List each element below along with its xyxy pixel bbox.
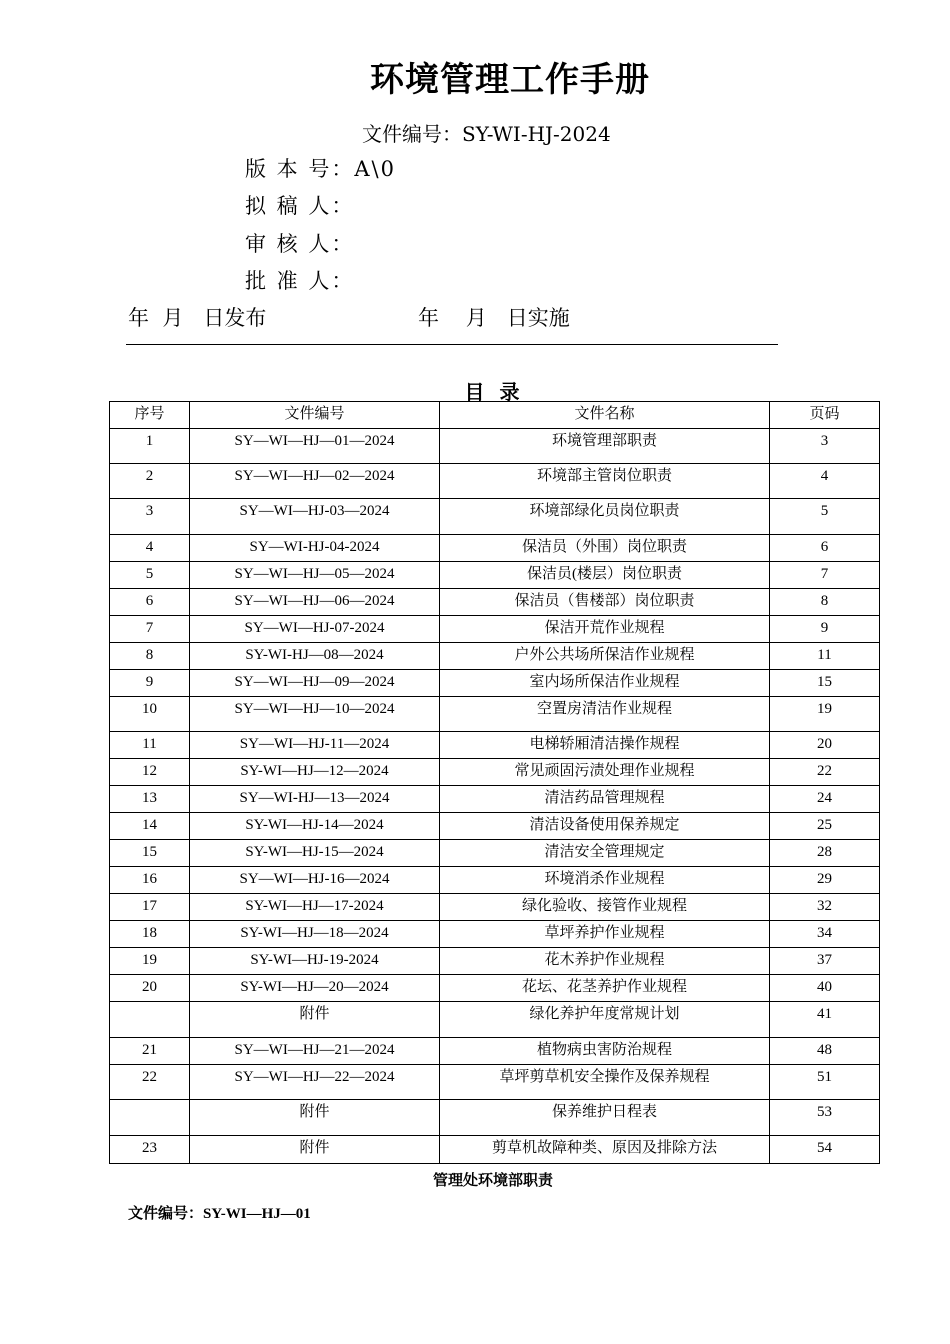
effective-date: 年 月 日实施 <box>418 306 570 330</box>
toc-cell-code: SY-WI—HJ—17-2024 <box>190 894 440 921</box>
toc-cell-page: 40 <box>770 975 880 1002</box>
toc-cell-name: 环境部主管岗位职责 <box>440 464 770 499</box>
toc-cell-code: SY—WI—HJ—06—2024 <box>190 589 440 616</box>
toc-row <box>110 562 880 589</box>
toc-cell-code: SY—WI-HJ—13—2024 <box>190 786 440 813</box>
toc-cell-code: SY—WI—HJ-03—2024 <box>190 499 440 535</box>
toc-row <box>110 429 880 464</box>
toc-cell-no: 10 <box>110 697 190 732</box>
toc-cell-name: 常见顽固污渍处理作业规程 <box>440 759 770 786</box>
toc-cell-name: 草坪剪草机安全操作及保养规程 <box>440 1065 770 1100</box>
toc-row <box>110 589 880 616</box>
toc-cell-no: 13 <box>110 786 190 813</box>
toc-cell-code: SY—WI—HJ—21—2024 <box>190 1038 440 1065</box>
toc-cell-page: 9 <box>770 616 880 643</box>
toc-cell-code: SY—WI—HJ—05—2024 <box>190 562 440 589</box>
col-header-name: 文件名称 <box>440 402 770 429</box>
toc-row <box>110 921 880 948</box>
toc-cell-code: SY—WI-HJ-04-2024 <box>190 535 440 562</box>
toc-row <box>110 464 880 499</box>
toc-row <box>110 786 880 813</box>
document-title: 环境管理工作手册 <box>370 60 650 100</box>
toc-row <box>110 1002 880 1038</box>
document-number: 文件编号：SY-WI-HJ-2024 <box>362 122 611 146</box>
toc-cell-code: 附件 <box>190 1136 440 1164</box>
toc-row <box>110 697 880 732</box>
toc-row <box>110 894 880 921</box>
toc-row <box>110 1136 880 1164</box>
toc-cell-page: 34 <box>770 921 880 948</box>
toc-cell-name: 花木养护作业规程 <box>440 948 770 975</box>
toc-cell-page: 48 <box>770 1038 880 1065</box>
toc-cell-no: 17 <box>110 894 190 921</box>
toc-cell-page: 15 <box>770 670 880 697</box>
toc-cell-name: 保养维护日程表 <box>440 1100 770 1136</box>
toc-cell-no: 12 <box>110 759 190 786</box>
section-title: 管理处环境部职责 <box>432 1173 553 1189</box>
toc-cell-name: 保洁员(楼层）岗位职责 <box>440 562 770 589</box>
toc-cell-no: 16 <box>110 867 190 894</box>
toc-cell-no: 20 <box>110 975 190 1002</box>
toc-row <box>110 1100 880 1136</box>
toc-row <box>110 643 880 670</box>
toc-cell-page: 3 <box>770 429 880 464</box>
toc-cell-code: SY—WI—HJ—09—2024 <box>190 670 440 697</box>
toc-cell-page: 8 <box>770 589 880 616</box>
toc-cell-no: 1 <box>110 429 190 464</box>
toc-cell-code: SY—WI—HJ—01—2024 <box>190 429 440 464</box>
toc-cell-code: SY-WI—HJ-14—2024 <box>190 813 440 840</box>
col-header-no: 序号 <box>110 402 190 429</box>
toc-cell-page: 6 <box>770 535 880 562</box>
toc-cell-no: 21 <box>110 1038 190 1065</box>
toc-cell-page: 24 <box>770 786 880 813</box>
toc-cell-page: 53 <box>770 1100 880 1136</box>
toc-cell-code: SY—WI—HJ—10—2024 <box>190 697 440 732</box>
toc-cell-no: 23 <box>110 1136 190 1164</box>
toc-cell-page: 19 <box>770 697 880 732</box>
toc-cell-no: 4 <box>110 535 190 562</box>
toc-table <box>109 401 880 1164</box>
reviewer-field: 审 核 人： <box>245 232 355 256</box>
toc-cell-no: 7 <box>110 616 190 643</box>
toc-cell-name: 植物病虫害防治规程 <box>440 1038 770 1065</box>
toc-cell-name: 草坪养护作业规程 <box>440 921 770 948</box>
toc-header-row <box>110 402 880 429</box>
col-header-page: 页码 <box>770 402 880 429</box>
toc-cell-name: 环境消杀作业规程 <box>440 867 770 894</box>
toc-cell-code: 附件 <box>190 1002 440 1038</box>
header-divider <box>126 344 778 345</box>
toc-row <box>110 759 880 786</box>
toc-cell-name: 花坛、花茎养护作业规程 <box>440 975 770 1002</box>
toc-cell-code: SY—WI—HJ—22—2024 <box>190 1065 440 1100</box>
toc-cell-code: SY—WI—HJ-07-2024 <box>190 616 440 643</box>
toc-cell-no <box>110 1100 190 1136</box>
toc-row <box>110 975 880 1002</box>
toc-cell-name: 清洁安全管理规定 <box>440 840 770 867</box>
toc-cell-name: 室内场所保洁作业规程 <box>440 670 770 697</box>
toc-cell-page: 11 <box>770 643 880 670</box>
toc-cell-page: 29 <box>770 867 880 894</box>
approver-field: 批 准 人： <box>245 269 355 293</box>
toc-title: 目 录 <box>464 380 524 404</box>
toc-cell-no: 19 <box>110 948 190 975</box>
toc-cell-code: 附件 <box>190 1100 440 1136</box>
toc-cell-name: 剪草机故障种类、原因及排除方法 <box>440 1136 770 1164</box>
toc-cell-no: 6 <box>110 589 190 616</box>
toc-cell-name: 绿化养护年度常规计划 <box>440 1002 770 1038</box>
toc-cell-no <box>110 1002 190 1038</box>
toc-row <box>110 813 880 840</box>
toc-cell-name: 环境部绿化员岗位职责 <box>440 499 770 535</box>
toc-cell-name: 环境管理部职责 <box>440 429 770 464</box>
toc-cell-page: 37 <box>770 948 880 975</box>
toc-row <box>110 1038 880 1065</box>
toc-row <box>110 535 880 562</box>
toc-row <box>110 732 880 759</box>
toc-row <box>110 867 880 894</box>
toc-cell-code: SY-WI—HJ—18—2024 <box>190 921 440 948</box>
toc-cell-no: 22 <box>110 1065 190 1100</box>
toc-cell-no: 8 <box>110 643 190 670</box>
toc-cell-code: SY—WI—HJ-16—2024 <box>190 867 440 894</box>
toc-cell-name: 绿化验收、接管作业规程 <box>440 894 770 921</box>
version-field: 版 本 号：A\0 <box>245 157 396 181</box>
section-document-number: 文件编号：SY-WI—HJ—01 <box>128 1206 311 1222</box>
toc-cell-name: 电梯轿厢清洁操作规程 <box>440 732 770 759</box>
toc-cell-code: SY-WI—HJ—20—2024 <box>190 975 440 1002</box>
drafter-field: 拟 稿 人： <box>245 194 355 218</box>
toc-cell-no: 9 <box>110 670 190 697</box>
col-header-code: 文件编号 <box>190 402 440 429</box>
toc-cell-page: 41 <box>770 1002 880 1038</box>
publish-date: 年 月 日发布 <box>128 306 267 330</box>
toc-row <box>110 499 880 535</box>
toc-cell-name: 清洁药品管理规程 <box>440 786 770 813</box>
toc-cell-name: 保洁员（售楼部）岗位职责 <box>440 589 770 616</box>
toc-cell-no: 14 <box>110 813 190 840</box>
toc-cell-page: 4 <box>770 464 880 499</box>
toc-cell-code: SY-WI-HJ—08—2024 <box>190 643 440 670</box>
toc-cell-no: 2 <box>110 464 190 499</box>
toc-cell-no: 15 <box>110 840 190 867</box>
toc-row <box>110 616 880 643</box>
toc-cell-code: SY—WI—HJ—02—2024 <box>190 464 440 499</box>
toc-row <box>110 840 880 867</box>
toc-row <box>110 1065 880 1100</box>
toc-cell-name: 保洁员（外围）岗位职责 <box>440 535 770 562</box>
toc-cell-page: 20 <box>770 732 880 759</box>
toc-cell-page: 25 <box>770 813 880 840</box>
toc-cell-no: 3 <box>110 499 190 535</box>
toc-cell-code: SY-WI—HJ-15—2024 <box>190 840 440 867</box>
toc-cell-no: 5 <box>110 562 190 589</box>
toc-cell-name: 空置房清洁作业规程 <box>440 697 770 732</box>
toc-cell-page: 28 <box>770 840 880 867</box>
toc-cell-code: SY—WI—HJ-11—2024 <box>190 732 440 759</box>
toc-cell-code: SY-WI—HJ-19-2024 <box>190 948 440 975</box>
toc-cell-name: 户外公共场所保洁作业规程 <box>440 643 770 670</box>
toc-cell-page: 54 <box>770 1136 880 1164</box>
toc-cell-page: 51 <box>770 1065 880 1100</box>
toc-cell-page: 32 <box>770 894 880 921</box>
toc-row <box>110 948 880 975</box>
toc-cell-code: SY-WI—HJ—12—2024 <box>190 759 440 786</box>
toc-cell-no: 18 <box>110 921 190 948</box>
toc-cell-page: 22 <box>770 759 880 786</box>
toc-cell-name: 保洁开荒作业规程 <box>440 616 770 643</box>
toc-cell-page: 5 <box>770 499 880 535</box>
toc-row <box>110 670 880 697</box>
toc-cell-no: 11 <box>110 732 190 759</box>
toc-cell-name: 清洁设备使用保养规定 <box>440 813 770 840</box>
toc-cell-page: 7 <box>770 562 880 589</box>
